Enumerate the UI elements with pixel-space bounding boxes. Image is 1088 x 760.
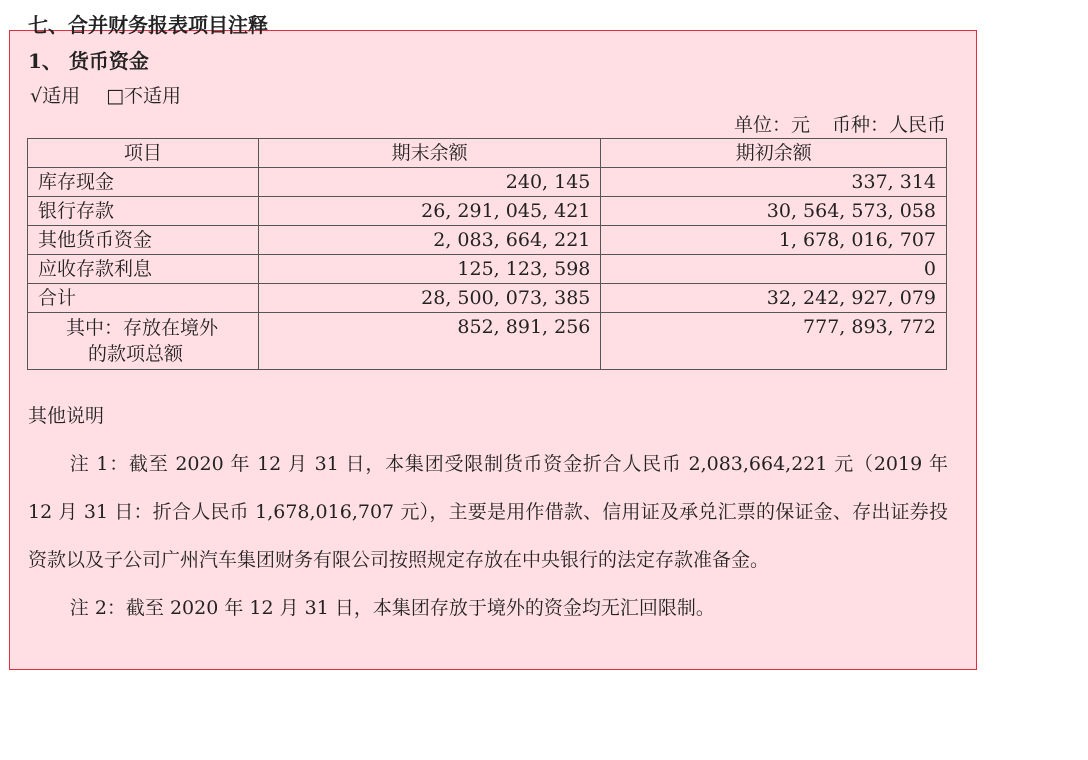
- note-2: 注 2：截至 2020 年 12 月 31 日，本集团存放于境外的资金均无汇回限制。: [69, 597, 715, 619]
- currency-label: 币种：人民币: [831, 114, 946, 136]
- other-notes-title: 其他说明: [28, 405, 105, 427]
- row-beginning-balance: 0: [601, 255, 947, 284]
- row-ending-balance: 852, 891, 256: [258, 313, 601, 370]
- cash-balance-table: [27, 138, 947, 370]
- row-beginning-balance: 1, 678, 016, 707: [601, 226, 947, 255]
- unit-line: [734, 112, 946, 138]
- row-ending-balance: 240, 145: [258, 168, 601, 197]
- row-item: 其他货币资金: [28, 226, 259, 255]
- note-1: 注 1：截至 2020 年 12 月 31 日，本集团受限制货币资金折合人民币 2,083,664,221 元（2019 年 12 月 31 日：折合人民币 1,678,016,707 元），主要是用作借款、信用证及承兑汇票的保证金、存出证券投资款以及子公司广州汽车集团财务有限公司按照规定存放在中央银行的法定存款准备金。: [28, 453, 948, 571]
- header-beginning-balance: 期初余额: [601, 139, 947, 168]
- table-row: [28, 255, 947, 284]
- applicable-option: √适用: [30, 85, 81, 107]
- row-ending-balance: 125, 123, 598: [258, 255, 601, 284]
- row-item: 应收存款利息: [28, 255, 259, 284]
- row-item: [28, 313, 259, 370]
- row-item: 合计: [28, 284, 259, 313]
- row-item: 银行存款: [28, 197, 259, 226]
- row-item-line1: 其中：存放在境外: [66, 317, 219, 339]
- row-ending-balance: 26, 291, 045, 421: [258, 197, 601, 226]
- header-item: 项目: [28, 139, 259, 168]
- table-row: [28, 168, 947, 197]
- row-ending-balance: 28, 500, 073, 385: [258, 284, 601, 313]
- row-beginning-balance: 777, 893, 772: [601, 313, 947, 370]
- header-ending-balance: 期末余额: [258, 139, 601, 168]
- row-item: 库存现金: [28, 168, 259, 197]
- section-title: 七、合并财务报表项目注释: [28, 13, 268, 37]
- row-beginning-balance: 337, 314: [601, 168, 947, 197]
- row-beginning-balance: 32, 242, 927, 079: [601, 284, 947, 313]
- not-applicable-option: □不适用: [106, 85, 182, 107]
- table-header-row: [28, 139, 947, 168]
- subsection-title: 1、 货币资金: [28, 49, 149, 73]
- unit-label: 单位：元: [733, 114, 810, 136]
- table-row: [28, 197, 947, 226]
- table-row-total: [28, 284, 947, 313]
- row-ending-balance: 2, 083, 664, 221: [258, 226, 601, 255]
- row-item-line2: 的款项总额: [88, 343, 184, 365]
- row-beginning-balance: 30, 564, 573, 058: [601, 197, 947, 226]
- table-row-overseas: [28, 313, 947, 370]
- notes-block: [28, 440, 948, 632]
- applicability-options: [30, 83, 181, 109]
- table-row: [28, 226, 947, 255]
